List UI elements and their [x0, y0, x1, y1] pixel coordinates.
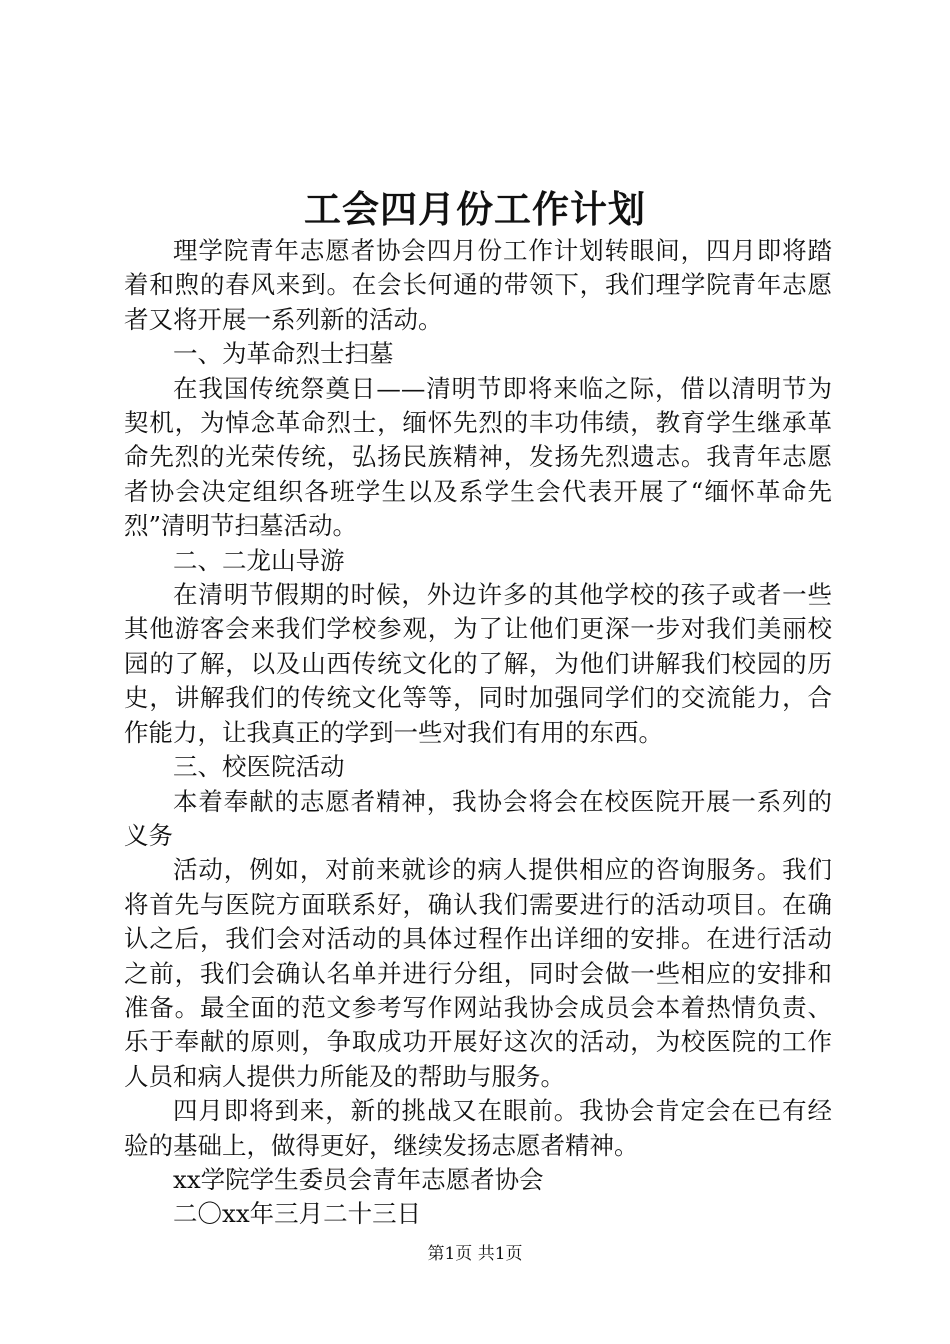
- signature-date: 二〇xx年三月二十三日: [173, 1199, 422, 1229]
- section-1-paragraph: 在我国传统祭奠日——清明节即将来临之际，借以清明节为契机，为悼念革命烈士，缅怀先烈的丰功伟绩，教育学生继承革命先烈的光荣传统，弘扬民族精神，发扬先烈遗志。我青年志愿者协会决定组织各班学生以及系学生会代表开展了“缅怀革命先烈”清明节扫墓活动。: [124, 373, 832, 541]
- section-2-paragraph: 在清明节假期的时候，外边许多的其他学校的孩子或者一些其他游客会来我们学校参观，为了让他们更深一步对我们美丽校园的了解，以及山西传统文化的了解，为他们讲解我们校园的历史，讲解我们的传统文化等等，同时加强同学们的交流能力，合作能力，让我真正的学到一些对我们有用的东西。: [124, 580, 832, 747]
- section-heading-2: 二、二龙山导游: [173, 545, 345, 575]
- document-body: [124, 234, 832, 1232]
- section-heading-3: 三、校医院活动: [173, 752, 345, 782]
- section-heading-1: 一、为革命烈士扫墓: [173, 339, 394, 369]
- intro-paragraph: 理学院青年志愿者协会四月份工作计划转眼间，四月即将踏着和煦的春风来到。在会长何通的带领下，我们理学院青年志愿者又将开展一系列新的活动。: [124, 236, 832, 334]
- page-number-footer: 第1页 共1页: [427, 1244, 523, 1264]
- section-3-paragraph-b: 活动，例如，对前来就诊的病人提供相应的咨询服务。我们将首先与医院方面联系好，确认我们需要进行的活动项目。在确认之后，我们会对活动的具体过程作出详细的安排。在进行活动之前，我们会确认名单并进行分组，同时会做一些相应的安排和准备。最全面的范文参考写作网站我协会成员会本着热情负责、乐于奉献的原则，争取成功开展好这次的活动，为校医院的工作人员和病人提供力所能及的帮助与服务。: [124, 855, 832, 1091]
- closing-paragraph: 四月即将到来，新的挑战又在眼前。我协会肯定会在已有经验的基础上，做得更好，继续发扬志愿者精神。: [124, 1096, 832, 1160]
- page-title: 工会四月份工作计划: [304, 187, 646, 231]
- signature-organization: xx学院学生委员会青年志愿者协会: [173, 1164, 544, 1194]
- section-3-paragraph-a: 本着奉献的志愿者精神，我协会将会在校医院开展一系列的义务: [124, 786, 832, 850]
